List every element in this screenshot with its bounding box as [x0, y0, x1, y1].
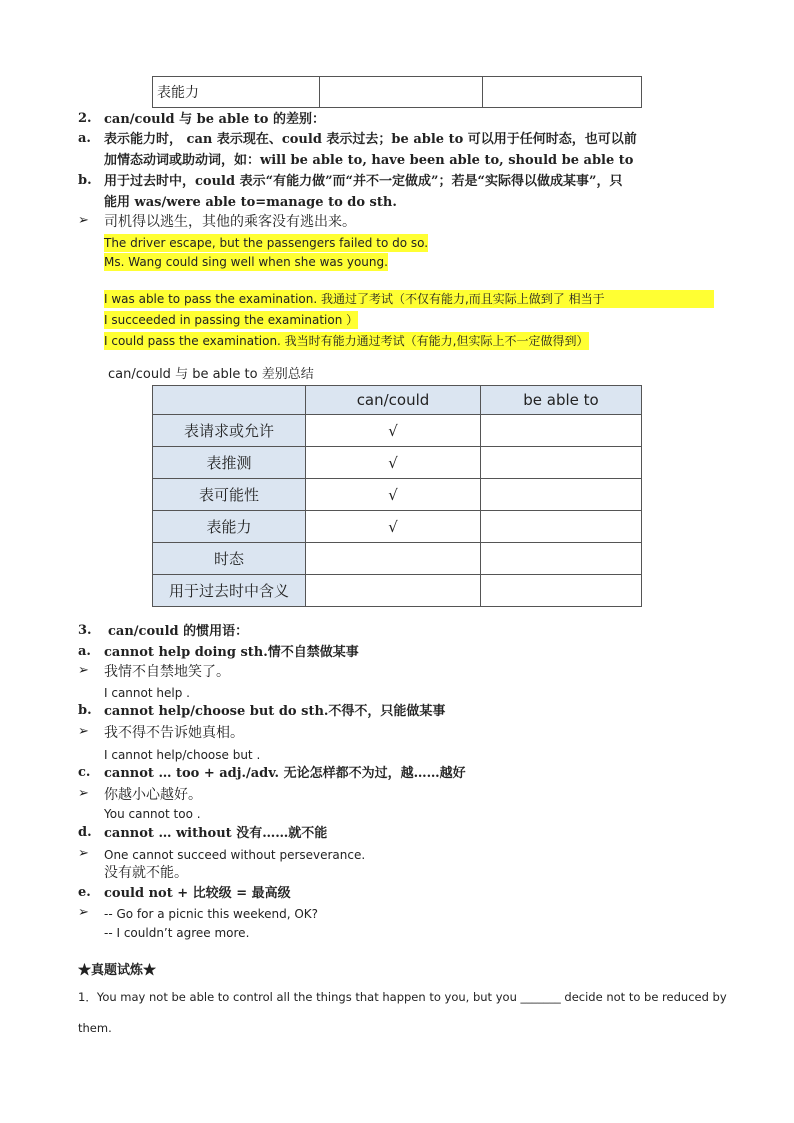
highlight-line1: I was able to pass the examination. 我通过了考试（不仅有能力,而且实际上做到了 相当于 — [104, 290, 714, 308]
summary-row — [153, 479, 642, 511]
item-a-rule: cannot help doing sth.情不自禁做某事 — [104, 645, 359, 660]
summary-row — [153, 575, 642, 607]
summary-row — [153, 511, 642, 543]
summary-row-label: 表推测 — [153, 447, 306, 479]
arrow-bullet-icon: ➢ — [78, 663, 89, 678]
summary-can-cell — [306, 575, 481, 607]
practice-title: ★真题试炼★ — [78, 963, 157, 978]
item-c-cn: 你越小心越好。 — [104, 787, 202, 803]
item-d-marker: d. — [78, 825, 92, 840]
item-d-en: One cannot succeed without perseverance. — [104, 848, 366, 862]
summary-able-cell — [481, 511, 642, 543]
summary-able-cell — [481, 575, 642, 607]
summary-can-cell — [306, 543, 481, 575]
summary-header: be able to — [481, 386, 642, 415]
summary-row-label: 表能力 — [153, 511, 306, 543]
item-b-en: I cannot help/choose but . — [104, 748, 261, 762]
item-e-marker: e. — [78, 885, 91, 900]
arrow-bullet-icon: ➢ — [78, 213, 89, 228]
top-table-label: 表能力 — [153, 77, 320, 108]
summary-row-label: 表可能性 — [153, 479, 306, 511]
item-c-rule: cannot … too + adj./adv. 无论怎样都不为过，越……越好 — [104, 766, 466, 781]
item-e-en1: -- Go for a picnic this weekend, OK? — [104, 907, 319, 921]
item-a-en: I cannot help . — [104, 686, 190, 700]
item-c-marker: c. — [78, 765, 91, 780]
section2-a-marker: a. — [78, 131, 91, 146]
summary-table — [152, 385, 642, 607]
practice-q1-line1: 1．You may not be able to control all the things that happen to you, but you _______ decide not to be reduced by — [78, 990, 727, 1004]
highlight-line2: I succeeded in passing the examination ） — [104, 313, 359, 327]
summary-can-cell: √ — [306, 415, 481, 447]
summary-able-cell — [481, 479, 642, 511]
top-table-cell — [483, 77, 642, 108]
summary-can-cell: √ — [306, 479, 481, 511]
highlight-line3: I could pass the examination. 我当时有能力通过考试（有能力,但实际上不一定做得到） — [104, 334, 589, 348]
summary-row — [153, 415, 642, 447]
summary-able-cell — [481, 447, 642, 479]
summary-header — [153, 386, 306, 415]
example-en2: Ms. Wang could sing well when she was young. — [104, 255, 388, 269]
item-b-marker: b. — [78, 703, 92, 718]
summary-row-label: 表请求或允许 — [153, 415, 306, 447]
practice-q1-line2: them. — [78, 1021, 112, 1035]
summary-row-label: 时态 — [153, 543, 306, 575]
example-en1: The driver escape, but the passengers failed to do so. — [104, 236, 429, 250]
item-d-rule: cannot … without 没有……就不能 — [104, 826, 328, 841]
section2-b-line1: 用于过去时中，could 表示“有能力做”而“并不一定做成”；若是“实际得以做成某事”，只 — [104, 174, 623, 189]
summary-row — [153, 543, 642, 575]
item-b-cn: 我不得不告诉她真相。 — [104, 725, 244, 741]
summary-able-cell — [481, 543, 642, 575]
summary-caption: can/could 与 be able to 差别总结 — [108, 367, 314, 382]
section2-title: can/could 与 be able to 的差别： — [104, 112, 325, 127]
section2-b-marker: b. — [78, 173, 92, 188]
item-d-cn: 没有就不能。 — [104, 865, 188, 881]
section3-number: 3. — [78, 623, 92, 638]
arrow-bullet-icon: ➢ — [78, 846, 89, 861]
section2-a-line2: 加情态动词或助动词，如：will be able to, have been able to, should be able to — [104, 153, 634, 168]
summary-able-cell — [481, 415, 642, 447]
section2-number: 2. — [78, 111, 92, 126]
item-b-rule: cannot help/choose but do sth.不得不，只能做某事 — [104, 704, 446, 719]
section2-b-line2: 能用 was/were able to=manage to do sth. — [104, 195, 397, 210]
summary-can-cell: √ — [306, 447, 481, 479]
item-a-cn: 我情不自禁地笑了。 — [104, 664, 230, 680]
top-table — [152, 76, 642, 108]
summary-header: can/could — [306, 386, 481, 415]
item-a-marker: a. — [78, 644, 91, 659]
summary-row — [153, 447, 642, 479]
section2-a-line1: 表示能力时， can 表示现在、could 表示过去；be able to 可以用于任何时态，也可以前 — [104, 132, 637, 147]
item-c-en: You cannot too . — [104, 807, 201, 821]
example-cn: 司机得以逃生，其他的乘客没有逃出来。 — [104, 214, 356, 230]
arrow-bullet-icon: ➢ — [78, 724, 89, 739]
summary-row-label: 用于过去时中含义 — [153, 575, 306, 607]
summary-can-cell: √ — [306, 511, 481, 543]
item-e-rule: could not + 比较级 = 最高级 — [104, 886, 291, 901]
arrow-bullet-icon: ➢ — [78, 786, 89, 801]
arrow-bullet-icon: ➢ — [78, 905, 89, 920]
item-e-en2: -- I couldn’t agree more. — [104, 926, 250, 940]
section3-title: can/could 的惯用语： — [108, 624, 249, 639]
top-table-cell — [320, 77, 483, 108]
